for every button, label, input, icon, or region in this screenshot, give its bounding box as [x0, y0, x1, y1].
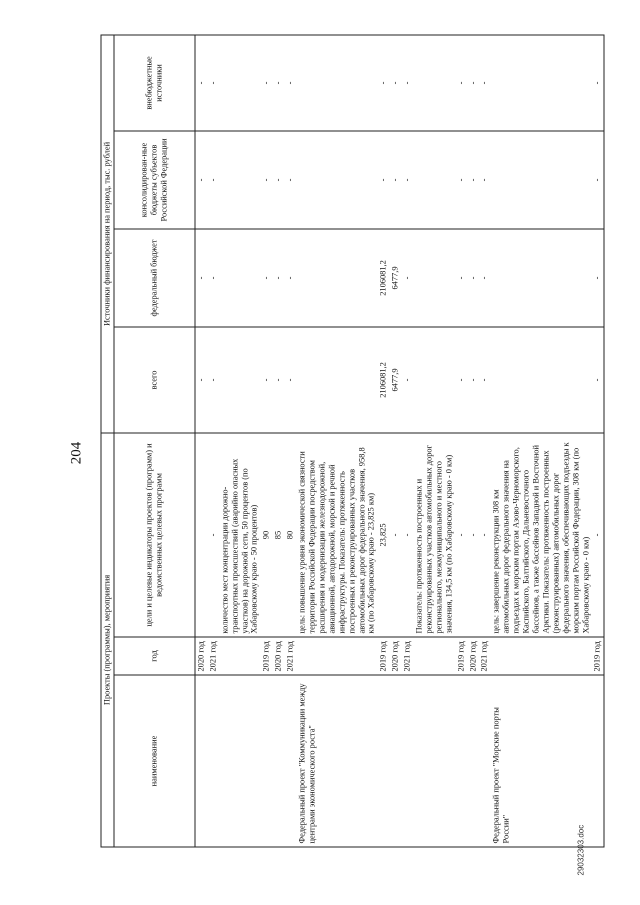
row-goal: -	[478, 432, 490, 636]
row-goal: -	[591, 432, 603, 636]
row-total	[296, 326, 377, 432]
header-name: наименование	[113, 675, 194, 847]
row-federal: -	[455, 228, 467, 326]
row-year	[490, 637, 591, 675]
row-name	[272, 675, 284, 847]
row-name	[401, 675, 413, 847]
row-year: 2021 год	[478, 637, 490, 675]
row-year	[219, 637, 261, 675]
row-offbudget: -	[194, 34, 206, 130]
row-goal: -	[207, 432, 219, 636]
table-row	[389, 34, 401, 846]
row-offbudget: -	[389, 34, 401, 130]
row-goal: цель: повышение уровня экономической связности территории Российской Федерации посредством расширения и модернизации железнодорожной, авиационной, автодорожной, морской и речной инфраструктуры. Показатель: протяженность построенных и реконструированных участков автомобильных дорог федерального значения, 958,8 км (по Хабаровскому краю - 23,825 км)	[296, 432, 377, 636]
rotated-content	[40, 30, 600, 875]
document-filename: 29032303.doc	[576, 824, 585, 875]
row-federal: -	[272, 228, 284, 326]
row-name	[207, 675, 219, 847]
row-total: -	[272, 326, 284, 432]
row-year: 2019 год	[591, 637, 603, 675]
row-total: -	[260, 326, 272, 432]
row-federal: 6477,9	[389, 228, 401, 326]
row-name	[194, 675, 206, 847]
row-total: -	[591, 326, 603, 432]
row-federal: -	[207, 228, 219, 326]
row-name: Федеральный проект "Коммуникации между центрами экономического роста"	[296, 675, 377, 847]
table-row	[284, 34, 296, 846]
row-regional: -	[389, 130, 401, 228]
header-sources: Источники финансирования на период, тыс. рублей	[101, 34, 114, 432]
row-regional: -	[377, 130, 389, 228]
table-row	[490, 34, 591, 846]
row-regional: -	[591, 130, 603, 228]
table-row	[207, 34, 219, 846]
row-year: 2021 год	[207, 637, 219, 675]
row-regional	[413, 130, 455, 228]
row-goal: -	[455, 432, 467, 636]
row-year: 2019 год	[455, 637, 467, 675]
row-offbudget: -	[260, 34, 272, 130]
header-goals: цели и целевые индикаторы проектов (программ) и ведомственных целевых программ	[113, 432, 194, 636]
row-total	[219, 326, 261, 432]
row-year: 2021 год	[401, 637, 413, 675]
row-federal: -	[591, 228, 603, 326]
header-federal: федеральный бюджет	[113, 228, 194, 326]
row-regional: -	[478, 130, 490, 228]
row-goal: цель: завершение реконструкции 308 км автомобильных дорог федерального значения на подъездах к морским портам Азово-Черноморского, Каспийского, Балтийского, Дальневосточного бассейнов, а также бассейнов Западной и Восточной Арктики. Показатель: протяженность построенных (реконструированных) автомобильных дорог федерального значения, обеспечивающих подъезды к морским портам Российской Федерации, 308 км (по Хабаровскому краю - 0 км)	[490, 432, 591, 636]
row-year: 2019 год	[260, 637, 272, 675]
row-name: Федеральный проект "Морские порты России"	[490, 675, 591, 847]
header-total: всего	[113, 326, 194, 432]
row-regional: -	[455, 130, 467, 228]
row-regional	[490, 130, 591, 228]
row-federal: -	[194, 228, 206, 326]
row-year: 2020 год	[467, 637, 479, 675]
financing-table	[100, 34, 604, 847]
row-year: 2020 год	[389, 637, 401, 675]
row-total: -	[401, 326, 413, 432]
row-goal: -	[389, 432, 401, 636]
row-goal: 23,825	[377, 432, 389, 636]
row-offbudget: -	[401, 34, 413, 130]
header-projects: Проекты (программы), мероприятия	[101, 432, 114, 846]
row-federal: -	[401, 228, 413, 326]
row-federal: -	[284, 228, 296, 326]
row-year: 2019 год	[377, 637, 389, 675]
row-name	[455, 675, 467, 847]
row-year	[296, 637, 377, 675]
row-offbudget	[490, 34, 591, 130]
header-regional: консолидирован-ные бюджеты субъектов Российской Федерации	[113, 130, 194, 228]
row-goal: количество мест концентрации дорожно-транспортных происшествий (аварийно опасных участков) на дорожной сети, 50 процентов (по Хабаровскому краю - 50 процентов)	[219, 432, 261, 636]
table-row	[377, 34, 389, 846]
row-name	[284, 675, 296, 847]
table-row	[455, 34, 467, 846]
row-offbudget	[296, 34, 377, 130]
row-year: 2021 год	[284, 637, 296, 675]
row-name	[413, 675, 455, 847]
row-total: -	[194, 326, 206, 432]
row-total: -	[467, 326, 479, 432]
page-number: 204	[68, 441, 84, 464]
row-offbudget	[413, 34, 455, 130]
row-federal: -	[260, 228, 272, 326]
row-goal: Показатель: протяженность построенных и реконструированных участков автомобильных дорог регионального, межмуниципального и местного значения, 134,5 км (по Хабаровскому краю - 0 км)	[413, 432, 455, 636]
row-total: -	[455, 326, 467, 432]
header-year: год	[113, 637, 194, 675]
row-total	[413, 326, 455, 432]
row-federal	[490, 228, 591, 326]
table-row	[219, 34, 261, 846]
row-regional: -	[194, 130, 206, 228]
header-offbudget: внебюджетные источники	[113, 34, 194, 130]
row-total	[490, 326, 591, 432]
row-year: 2020 год	[272, 637, 284, 675]
row-federal: -	[478, 228, 490, 326]
row-name	[260, 675, 272, 847]
row-offbudget: -	[467, 34, 479, 130]
row-federal	[296, 228, 377, 326]
table-row	[272, 34, 284, 846]
table-row	[260, 34, 272, 846]
table-row	[296, 34, 377, 846]
row-regional: -	[284, 130, 296, 228]
row-regional: -	[260, 130, 272, 228]
row-goal: 85	[272, 432, 284, 636]
table-row	[413, 34, 455, 846]
row-total: 6477,9	[389, 326, 401, 432]
row-name	[389, 675, 401, 847]
table-row	[194, 34, 206, 846]
row-name	[219, 675, 261, 847]
row-federal	[413, 228, 455, 326]
row-offbudget: -	[207, 34, 219, 130]
row-total: -	[284, 326, 296, 432]
row-goal	[194, 432, 206, 636]
row-federal: 2106081,2	[377, 228, 389, 326]
row-offbudget: -	[272, 34, 284, 130]
row-name	[591, 675, 603, 847]
row-goal: 90	[260, 432, 272, 636]
row-federal: -	[467, 228, 479, 326]
row-offbudget: -	[284, 34, 296, 130]
table-row	[401, 34, 413, 846]
row-goal: -	[467, 432, 479, 636]
row-total: -	[207, 326, 219, 432]
row-offbudget: -	[591, 34, 603, 130]
row-total: 2106081,2	[377, 326, 389, 432]
table-body	[194, 34, 603, 846]
table-row	[467, 34, 479, 846]
row-offbudget	[219, 34, 261, 130]
row-year	[413, 637, 455, 675]
row-year: 2020 год	[194, 637, 206, 675]
table-row	[591, 34, 603, 846]
row-goal: -	[401, 432, 413, 636]
row-name	[377, 675, 389, 847]
row-offbudget: -	[377, 34, 389, 130]
row-name	[467, 675, 479, 847]
row-federal	[219, 228, 261, 326]
table-row	[478, 34, 490, 846]
row-regional: -	[207, 130, 219, 228]
row-goal: 80	[284, 432, 296, 636]
row-offbudget: -	[455, 34, 467, 130]
row-regional	[219, 130, 261, 228]
row-name	[478, 675, 490, 847]
row-regional: -	[272, 130, 284, 228]
row-total: -	[478, 326, 490, 432]
row-regional: -	[401, 130, 413, 228]
row-offbudget: -	[478, 34, 490, 130]
row-regional: -	[467, 130, 479, 228]
row-regional	[296, 130, 377, 228]
